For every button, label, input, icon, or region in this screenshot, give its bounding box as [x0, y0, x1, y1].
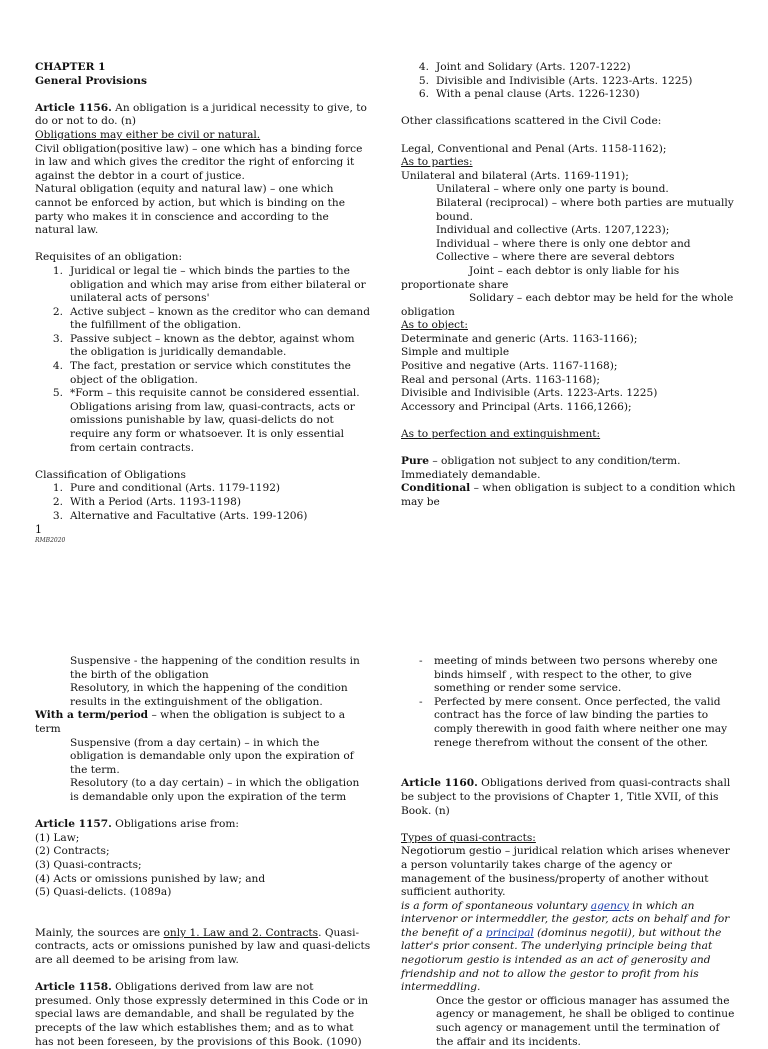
requisites-list [35, 265, 371, 455]
classification-list-continued [401, 61, 737, 102]
term-suspensive: Suspensive (from a day certain) – in which the obligation is demandable only upon the expiration of the term. [70, 736, 354, 776]
principal-link[interactable]: principal [485, 926, 534, 939]
page-footer: RMB2020 [35, 537, 66, 544]
list-item: 1. Juridical or legal tie – which binds the parties to the obligation and which may arise from either bilateral or unilateral acts of persons' [52, 264, 366, 305]
conditional-def: Conditional – when obligation is subject to a condition which may be [401, 482, 736, 508]
natural-obligation-def: Natural obligation (equity and natural law) – one which cannot be enforced by action, but which is binding on the party who makes it in conscience and according to the natural law. [35, 183, 345, 237]
as-to-perfection-heading: As to perfection and extinguishment: [401, 428, 601, 441]
collective-def: Collective – where there are several debtors [436, 251, 675, 264]
object-item: Accessory and Principal (Arts. 1166,1266); [401, 400, 632, 413]
list-item: 4. The fact, prestation or service which constitutes the object of the obligation. [52, 360, 351, 386]
chapter-heading: General Provisions [35, 74, 147, 87]
object-item: Determinate and generic (Arts. 1163-1166); [401, 332, 638, 345]
pure-def: Pure – obligation not subject to any condition/term. Immediately demandable. [401, 455, 681, 481]
civil-natural-heading: Obligations may either be civil or natural. [35, 128, 261, 141]
unilateral-bilateral: Unilateral and bilateral (Arts. 1169-1191); [401, 169, 629, 182]
agency-link[interactable]: agency [590, 899, 629, 912]
as-to-object-heading: As to object: [401, 319, 468, 332]
unilateral-def: Unilateral – where only one party is bound. [436, 183, 669, 196]
list-item: - meeting of minds between two persons whereby one binds himself , with respect to the other, to give something or render some service. [419, 655, 718, 695]
list-item: 3. Alternative and Facultative (Arts. 199-1206) [52, 509, 308, 522]
page-number: 1 [35, 523, 42, 536]
as-to-parties-heading: As to parties: [401, 156, 473, 169]
list-item: 5. *Form – this requisite cannot be considered essential. Obligations arising from law, quasi-contracts, acts or omissions punishable by law, quasi-delicts do not require any form or whatsoever. It is only essential from certain contracts. [52, 387, 360, 454]
article-1160: Article 1160. Obligations derived from quasi-contracts shall be subject to the provisions of Chapter 1, Title XVII, of this Book. (n) [401, 777, 731, 817]
term-resolutory: Resolutory (to a day certain) – in which the obligation is demandable only upon the expiration of the term [70, 777, 360, 803]
resolutory-condition: Resolutory, in which the happening of the condition results in the extinguishment of the obligation. [70, 682, 348, 708]
document-page-2 [0, 640, 768, 1048]
other-classifications-title: Other classifications scattered in the Civil Code: [401, 115, 662, 128]
source-item: (5) Quasi-delicts. (1089a) [35, 886, 172, 899]
object-item: Divisible and Indivisible (Arts. 1223-Arts. 1225) [401, 387, 658, 400]
solidary-def: Solidary – each debtor may be held for the whole obligation [401, 292, 734, 318]
list-item: 3. Passive subject – known as the debtor, against whom the obligation is juridically demandable. [52, 332, 355, 359]
suspensive-condition: Suspensive - the happening of the condition results in the birth of the obligation [70, 655, 360, 681]
article-1157: Article 1157. Obligations arise from: [35, 818, 239, 831]
source-item: (4) Acts or omissions punished by law; and [35, 872, 266, 885]
chapter-number: CHAPTER 1 [35, 61, 106, 73]
classification-title: Classification of Obligations [35, 468, 186, 481]
article-1158: Article 1158. Obligations derived from law are not presumed. Only those expressly determined in this Code or in special laws are demandable, and shall be regulated by the precepts of the law which establishes them; and as to what has not been foreseen, by the provisions of this Book. (1090) [35, 981, 369, 1048]
mainly-sources: Mainly, the sources are only 1. Law and 2. Contracts. Quasi-contracts, acts or omissions punished by law and quasi-delicts are all deemed to be arising from law. [35, 926, 371, 967]
object-item: Positive and negative (Arts. 1167-1168); [401, 360, 618, 373]
source-item: (2) Contracts; [35, 845, 110, 858]
source-item: (1) Law; [35, 831, 80, 844]
types-quasi-contracts-heading: Types of quasi-contracts: [401, 831, 536, 844]
list-item: 6. With a penal clause (Arts. 1226-1230) [418, 88, 640, 101]
legal-conventional-penal: Legal, Conventional and Penal (Arts. 1158-1162); [401, 142, 667, 155]
joint-def: Joint – each debtor is only liable for his proportionate share [401, 264, 680, 291]
page-separator [0, 555, 768, 640]
list-item: 4. Joint and Solidary (Arts. 1207-1222) [418, 61, 631, 73]
gestor-obligation: Once the gestor or officious manager has assumed the agency or management, he shall be obliged to continue such agency or management until the termination of the affair and its incidents. [436, 994, 735, 1048]
list-item: - Perfected by mere consent. Once perfected, the valid contract has the force of law binding the parties to comply therewith in good faith where neither one may renege therefrom without the consent of the other. [419, 695, 728, 749]
negotiorum-gestio-def: Negotiorum gestio – juridical relation which arises whenever a person voluntarily takes charge of the agency or management of the business/property of another without sufficient authority. [401, 845, 730, 899]
page2-left-column [35, 655, 371, 1049]
individual-collective: Individual and collective (Arts. 1207,1223); [436, 224, 670, 237]
page1-right-column [401, 61, 737, 510]
civil-obligation-def: Civil obligation(positive law) – one which has a binding force in law and which gives the creditor the right of enforcing it against the debtor in a court of justice. [35, 142, 363, 182]
negotiorum-gestio-note: is a form of spontaneous voluntary agency in which an intervenor or intermeddler, the gestor, acts on behalf and for the benefit of a principal (dominus negotii), but without the latter's prior consent. The underlying principle being that negotiorum gestio is intended as an act of generosity and friendship and not to allow the gestor to profit from his intermeddling. [401, 899, 730, 994]
article-1156: Article 1156. An obligation is a juridical necessity to give, to do or not to do. (n) [35, 101, 367, 128]
page1-left-column [35, 61, 371, 523]
term-period-def: With a term/period – when the obligation is subject to a term [35, 709, 346, 735]
individual-def: Individual – where there is only one debtor and [436, 237, 691, 250]
list-item: 2. With a Period (Arts. 1193-1198) [52, 496, 242, 508]
list-item: 2. Active subject – known as the creditor who can demand the fulfillment of the obligation. [52, 305, 370, 332]
page2-right-column [401, 655, 737, 1049]
source-item: (3) Quasi-contracts; [35, 858, 142, 871]
requisites-title: Requisites of an obligation: [35, 251, 183, 264]
object-item: Simple and multiple [401, 346, 510, 359]
list-item: 5. Divisible and Indivisible (Arts. 1223-Arts. 1225) [418, 74, 693, 87]
list-item: 1. Pure and conditional (Arts. 1179-1192) [52, 482, 281, 495]
bilateral-def: Bilateral (reciprocal) – where both parties are mutually bound. [436, 196, 734, 223]
object-item: Real and personal (Arts. 1163-1168); [401, 373, 600, 386]
classification-list [35, 482, 371, 523]
